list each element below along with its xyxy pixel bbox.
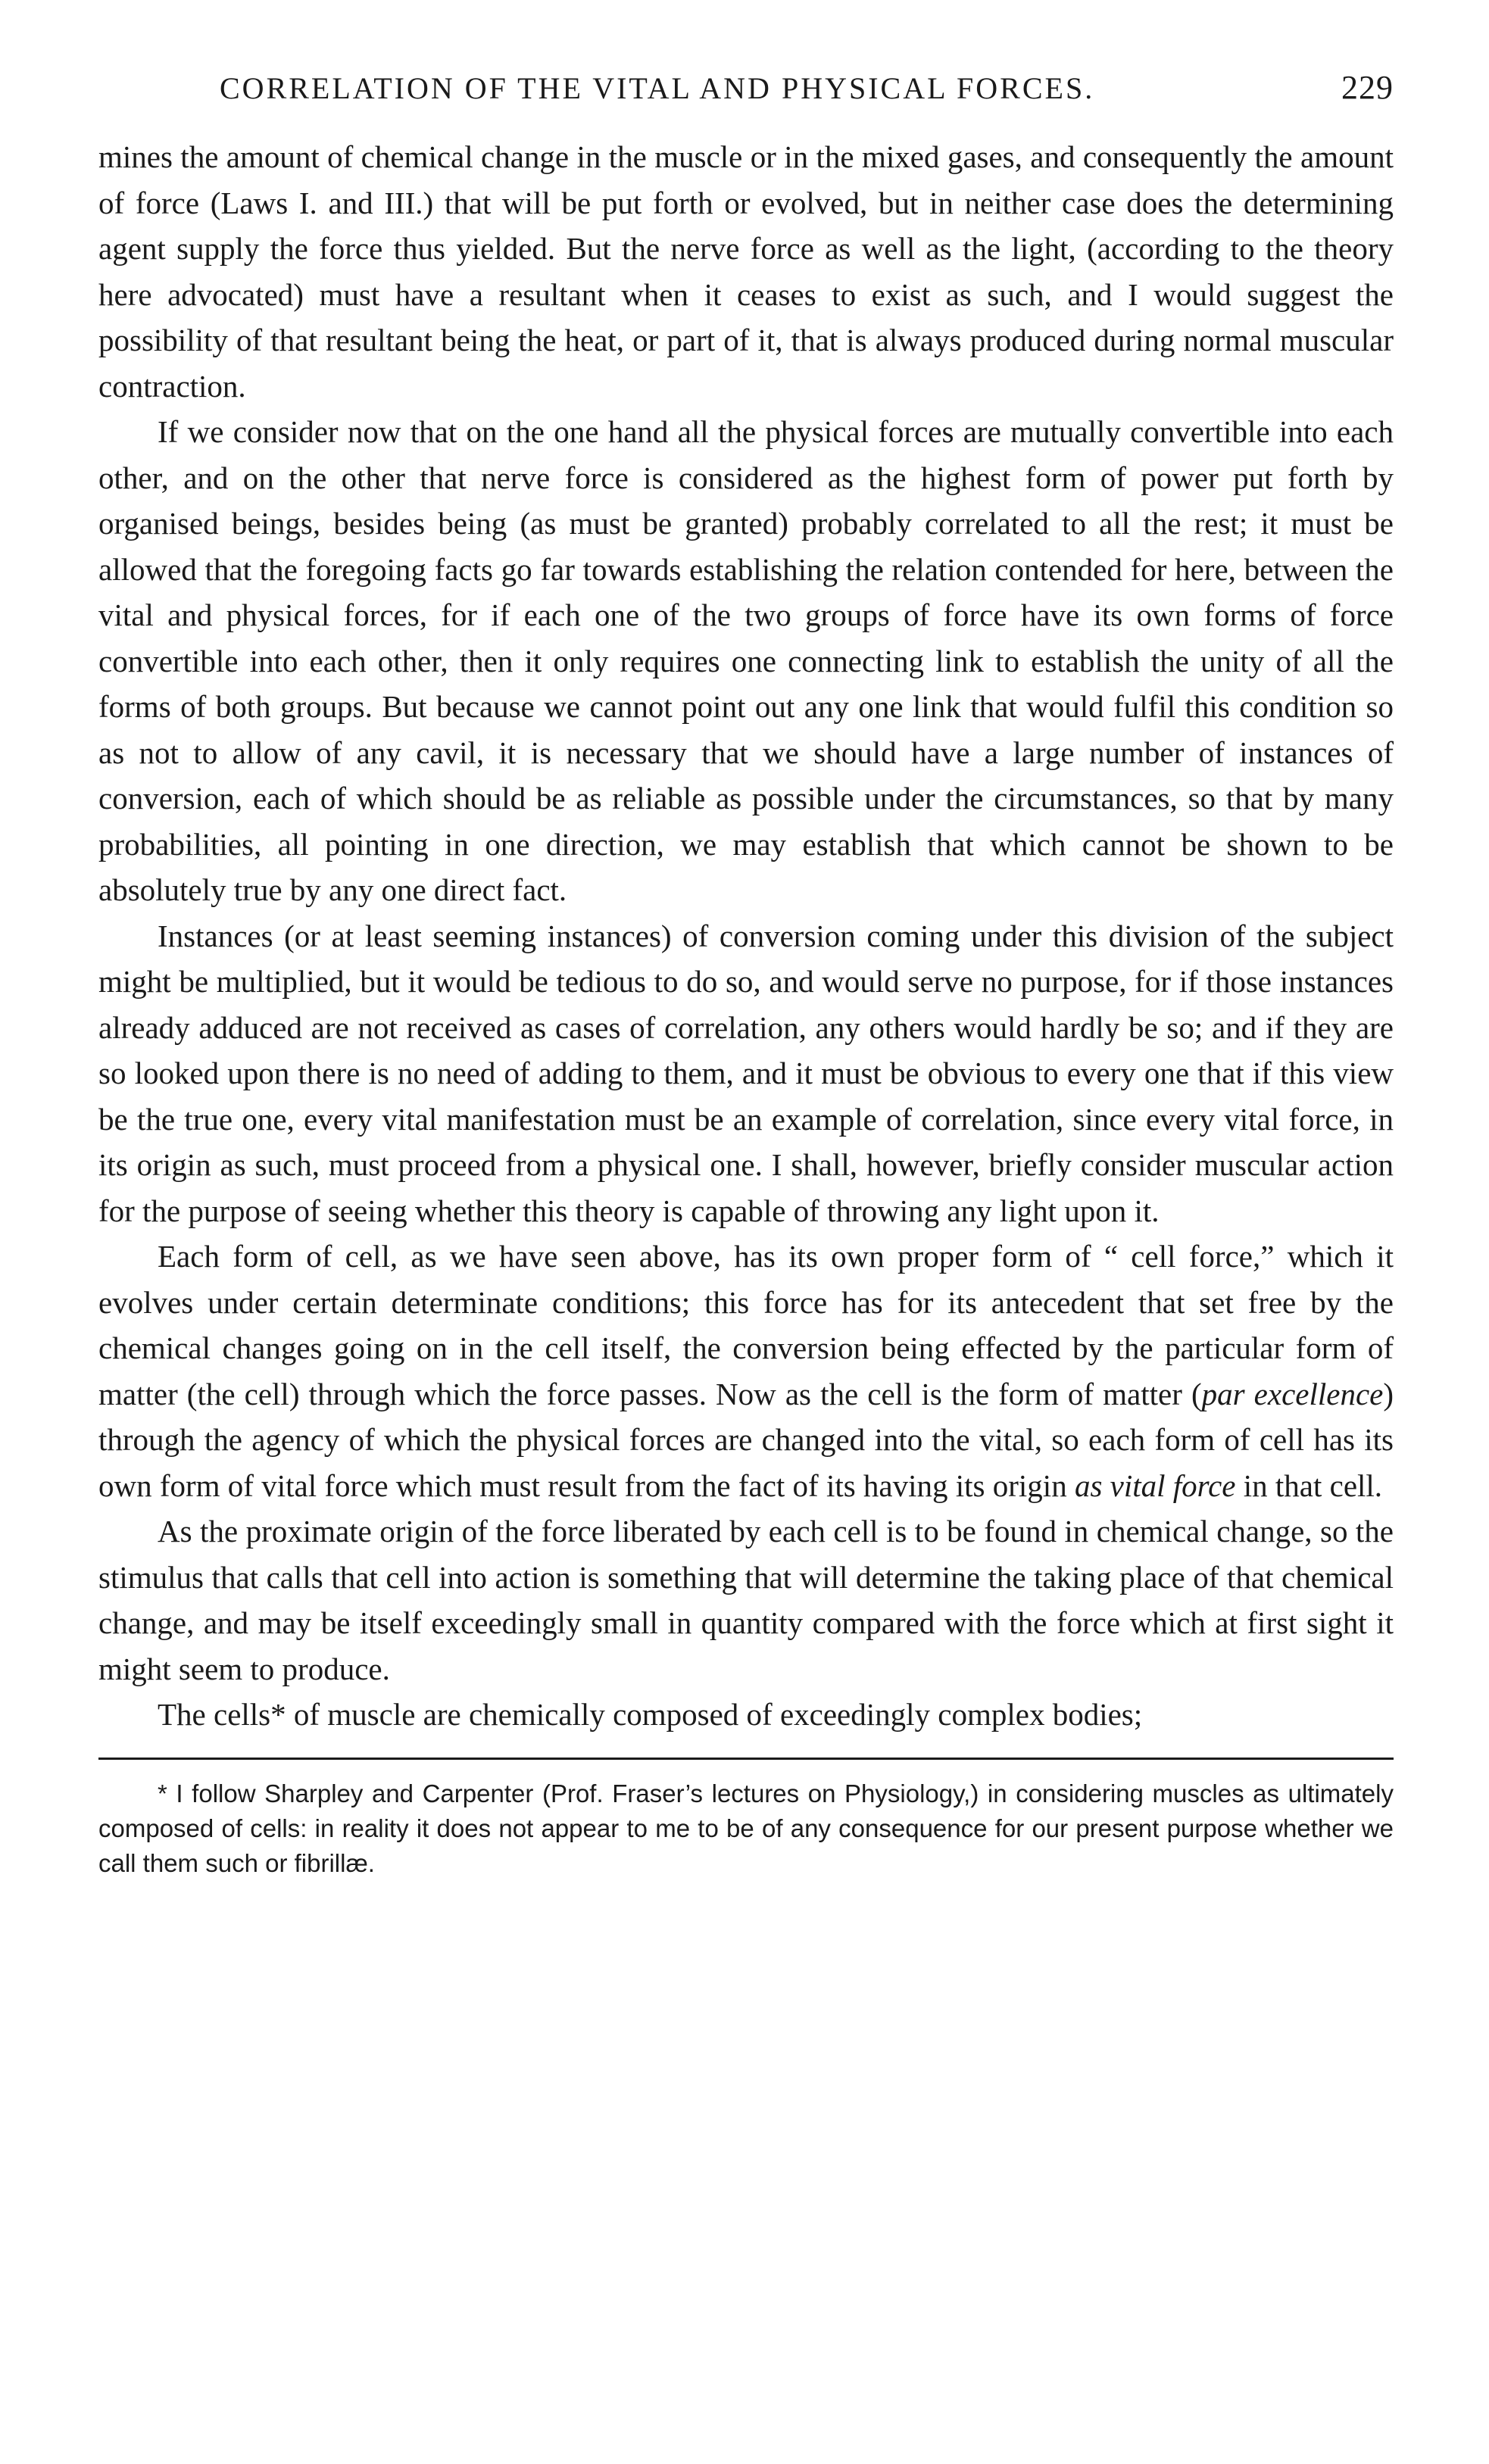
paragraph-proximate-origin: As the proximate origin of the force liberated by each cell is to be found in chemical change, so the stimulus that calls that cell into action is something that will determine the taking place of that chemical change, and may be itself exceedingly small in quantity compared with the force which at first sight it might seem to produce. [98,1514,1394,1686]
cell-para-text-2: ) through the agency of which the physical forces are changed into the vital, so each form of cell has its own form of vital force which must result from the fact of its having its origin [98,1376,1394,1503]
cell-para-text-3: in that cell. [1235,1467,1383,1503]
page-number: 229 [1341,69,1394,106]
footnote: * I follow Sharpley and Carpenter (Prof. Fraser’s lectures on Physiology,) in considering muscles as ultimately composed of cells: in reality it does not appear to me to be of any consequence for our present purpose whether we call them such or fibrillæ. [98,1779,1394,1877]
book-page [98,68,1394,1881]
paragraph-cell-force [98,1234,1394,1508]
cell-para-text-1: Each form of cell, as we have seen above, has its own proper form of “ cell force,” which it evolves under certain determinate conditions; this force has for its antecedent that set free by the chemical changes going on in the cell itself, the conversion being effected by the particular form of matter (the cell) through which the force passes. Now as the cell is the form of matter ( [98,1239,1394,1411]
footnote-rule [98,1758,1394,1760]
running-head [220,68,1394,107]
running-title: CORRELATION OF THE VITAL AND PHYSICAL FORCES. [220,71,1095,105]
paragraph-continuation: mines the amount of chemical change in the muscle or in the mixed gases, and consequently the amount of force (Laws I. and III.) that will be put forth or evolved, but in neither case does the determining agent supply the force thus yielded. But the nerve force as well as the light, (according to the theory here advocated) must have a resultant when it ceases to exist as such, and I would suggest the possibility of that resultant being the heat, or part of it, that is always produced during normal muscular contraction. [98,139,1394,404]
paragraph-convertible-forces: If we consider now that on the one hand all the physical forces are mutually convertible into each other, and on the other that nerve force is considered as the highest form of power put forth by organised beings, besides being (as must be granted) probably correlated to all the rest; it must be allowed that the foregoing facts go far towards establishing the relation contended for here, between the vital and physical forces, for if each one of the two groups of force have its own forms of force convertible into each other, then it only requires one connecting link to establish the unity of all the forms of both groups. But because we cannot point out any one link that would fulfil this condition so as not to allow of any cavil, it is necessary that we should have a large number of instances of conversion, each of which should be as reliable as possible under the circumstances, so that by many probabilities, all pointing in one direction, we may establish that which cannot be shown to be absolutely true by any one direct fact. [98,414,1394,907]
body-text [98,134,1394,1738]
paragraph-muscle-cells: The cells* of muscle are chemically composed of exceedingly complex bodies; [158,1697,1143,1732]
paragraph-instances: Instances (or at least seeming instances) of conversion coming under this division of the subject might be multiplied, but it would be tedious to do so, and would serve no purpose, for if those instances already adduced are not received as cases of correlation, any others would hardly be so; and if they are so looked upon there is no need of adding to them, and it must be obvious to every one that if this view be the true one, every vital manifestation must be an example of correlation, since every vital force, in its origin as such, must proceed from a physical one. I shall, however, briefly consider muscular action for the purpose of seeing whether this theory is capable of throwing any light upon it. [98,918,1394,1228]
cell-para-italic-1: par excellence [1201,1376,1384,1411]
cell-para-italic-2: as vital force [1074,1467,1236,1503]
